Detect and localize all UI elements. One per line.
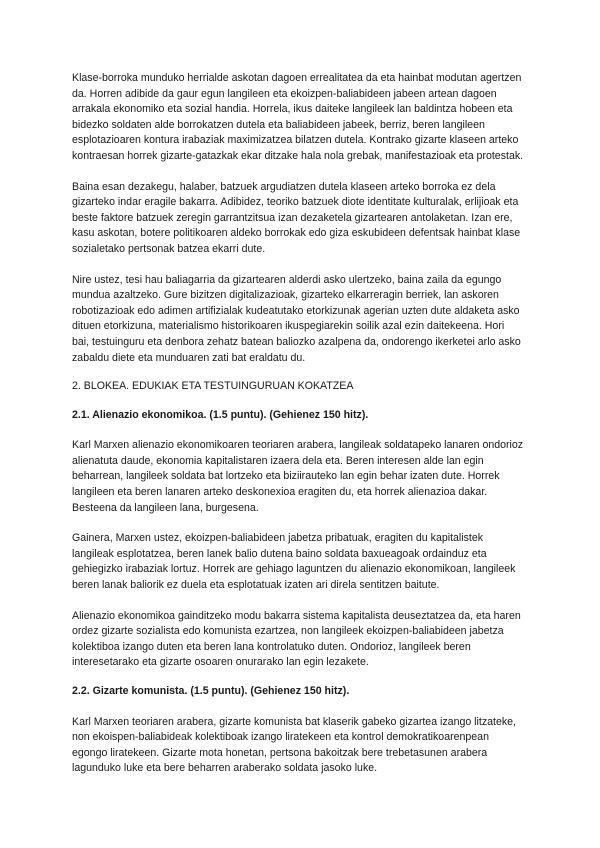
body-paragraph-alienation-2: Gainera, Marxen ustez, ekoizpen-baliabideen jabetza pribatuak, eragiten du kapitalistek langileak esplotatzea, beren lanek balio dutena baino soldata baxueagoak ordainduz eta gehiegizko irabaziak lortuz. Horrek are gehiago laguntzen du alienazio ekonomikoan, langileek beren lanak baliorik ez duela eta esplotatuak izaten ari direla sentitzen baitute. <box>72 532 516 592</box>
body-paragraph-communist-society: Karl Marxen teoriaren arabera, gizarte komunista bat klaserik gabeko gizartea izango litzateke, non ekoispen-baliabideak kolektiboak izango liratekeen eta kontrol demokratikoarenpean egongo liratekeen. Gizarte mota honetan, pertsona bakoitzak bere trebetasunen arabera lagunduko luke eta bere beharren araberako soldata jasoko luke. <box>72 715 516 775</box>
body-paragraph-class-struggle: Klase-borroka munduko herrialde askotan dagoen errealitatea da eta hainbat modutan agertzen da. Horren adibide da gaur egun langileen eta ekoizpen-baliabideen jabeen artean dagoen arrakala ekonomiko eta sozial handia. Horrela, ikus daiteke langileek lan baldintza hobeen eta bidezko soldaten alde borrokatzen dutela eta baliabideen jabeek, berriz, beren langileen esplotazioaren kontura irabaziak maximizatzea bilatzen dutela. Kontrako gizarte klaseen arteko kontraesan horrek gizarte-gatazkak ekar ditzake hala nola grebak, manifestazioak eta protestak. <box>72 72 524 162</box>
subsection-heading-communist-society: 2.2. Gizarte komunista. (1.5 puntu). (Gehienez 150 hitz). <box>72 685 350 697</box>
body-paragraph-alienation-1: Karl Marxen alienazio ekonomikoaren teoriaren arabera, langileak soldatapeko lanaren ondorioz alienatuta daude, ekonomia kapitalistaren izaera dela eta. Beren interesen alde lan egin beharrean, langileek soldata bat lortzeko eta biziirauteko lan egin behar izaten dute. Horrek langileen eta beren lanaren arteko deskonexioa eragiten du, eta horrek alienazioa dakar. Besteena da langileen lana, burgesena. <box>72 439 524 514</box>
body-paragraph-opinion: Nire ustez, tesi hau baliagarria da gizartearen alderdi asko ulertzeko, baina zaila da egungo mundua azaltzeko. Gure bizitzen digitalizazioak, gizarteko elkarreragin berriek, lan askoren robotizazioak edo adimen artifizialak kudeatutako etorkizunak agerian uzten dute aldaketa asko dituen etorkizuna, materialismo historikoaren ikuspegiarekin soilik azal ezin daitekeena. Hori bai, testuinguru eta denbora zehatz batean baliozko azalpena da, ondorengo ikerketei arlo asko zabaldu diete eta munduaren zati bat eraldatu du. <box>72 273 521 364</box>
section-heading: 2. BLOKEA. EDUKIAK ETA TESTUINGURUAN KOKATZEA <box>72 380 354 393</box>
body-paragraph-alienation-3: Alienazio ekonomikoa gainditzeko modu bakarra sistema kapitalista deuseztatzea da, eta haren ordez gizarte sozialista edo komunista ezartzea, non langileek ekoizpen-baliabideen jabetza kolektiboa izango duten eta beren lana kontrolatuko duten. Ondorioz, langileek beren interesetarako eta gizarte osoaren onurarako lan egin lezakete. <box>72 609 521 669</box>
subsection-heading-alienation: 2.1. Alienazio ekonomikoa. (1.5 puntu). (Gehienez 150 hitz). <box>72 408 369 421</box>
body-paragraph-counterargument: Baina esan dezakegu, halaber, batzuek argudiatzen dutela klaseen arteko borroka ez dela gizarteko indar eragile bakarra. Adibidez, teoriko batzuek diote identitate kulturalak, erlijioak eta beste faktore batzuek zeregin garrantzitsua izan dezaketela gizartearen antolaketan. Izan ere, kasu askotan, botere politikoaren aldeko borrokak edo giza eskubideen defentsak hainbat klase sozialetako pertsonak batzea ekarri dute. <box>72 180 521 255</box>
